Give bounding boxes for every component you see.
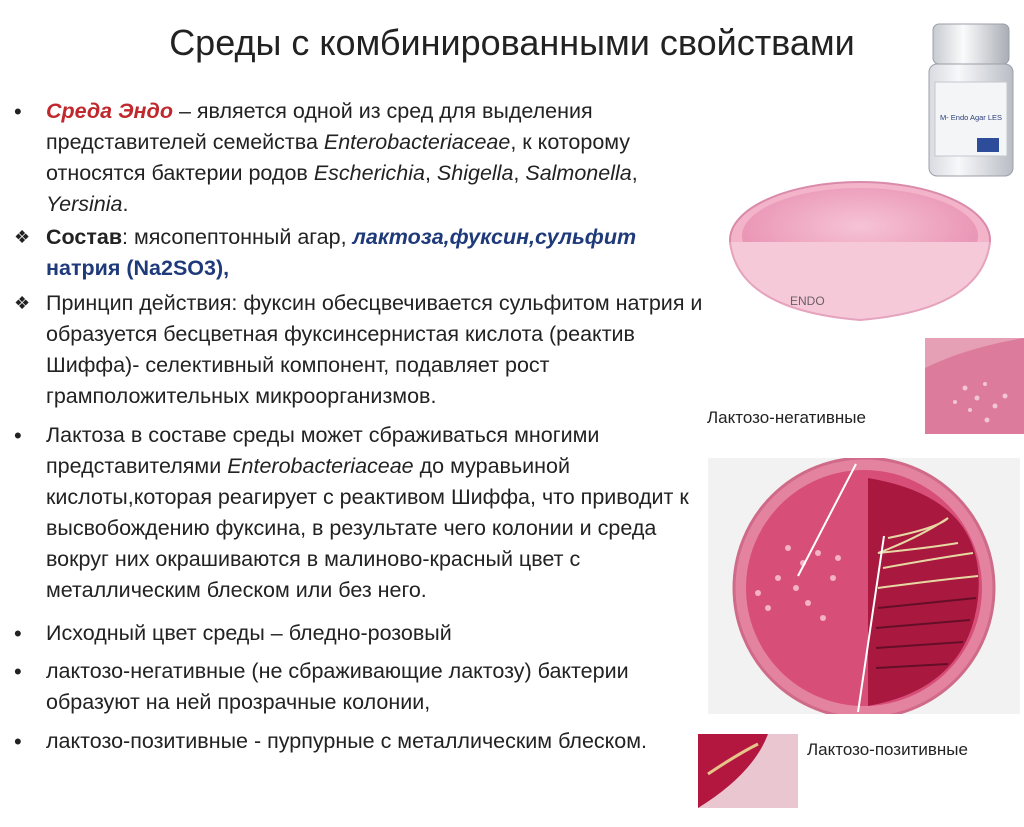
negative-colonies-image [925,338,1024,434]
bullet-marker: ❖ [14,227,31,247]
bullet-text: Лактоза в составе среды может сбраживаться многими представителями Enterobacteriaceae до муравьиной кислоты,которая реагирует с реактивом Шиффа, что приводит к высвобождению фуксина, в результате чего колонии и среда вокруг них окрашиваются в малиново-красный цвет с металлическим блеском или без него. [46,423,689,602]
bullet-text: Исходный цвет среды – бледно-розовый [46,621,452,645]
label-lactose-negative: Лактозо-негативные [707,408,866,427]
bullet-marker: ❖ [14,293,31,313]
endo-dish-image [720,170,1000,340]
dish-label-text: ENDO [790,294,825,308]
bullet-text: лактозо-позитивные - пурпурные с металлическим блеском. [46,729,648,753]
endo-agar-jar-image [925,20,1017,180]
bullet-marker: • [14,621,22,646]
bullet-marker: • [14,729,22,754]
jar-label-text: M- Endo Agar LES [939,113,1003,122]
slide-title: Среды с комбинированными свойствами [169,22,855,63]
bullet-text: Принцип действия: фуксин обесцвечивается сульфитом натрия и образуется бесцветная фуксинсернистая кислота (реактив Шиффа)- селективный компонент, подавляет рост грамположительных микроорганизмов. [46,291,703,408]
bullet-marker: • [14,423,22,448]
bullet-text: Состав: мясопептонный агар, лактоза,фуксин,сульфит натрия (Na2SO3), [46,225,637,280]
label-lactose-positive: Лактозо-позитивные [807,740,968,759]
bullet-text: лактозо-негативные (не сбраживающие лактозу) бактерии образуют на ней прозрачные колонии, [46,659,629,714]
bullet-marker: • [14,659,22,684]
bullet-text: Среда Эндо – является одной из сред для выделения представителей семейства Enterobacteriaceae, к которому относятся бактерии родов Escherichia, Shigella, Salmonella, Yersinia. [46,99,638,216]
bullet-marker: • [14,99,22,124]
endo-term: Среда Эндо [46,99,173,123]
petri-dish-image [708,458,1020,714]
positive-colonies-image [698,734,798,808]
